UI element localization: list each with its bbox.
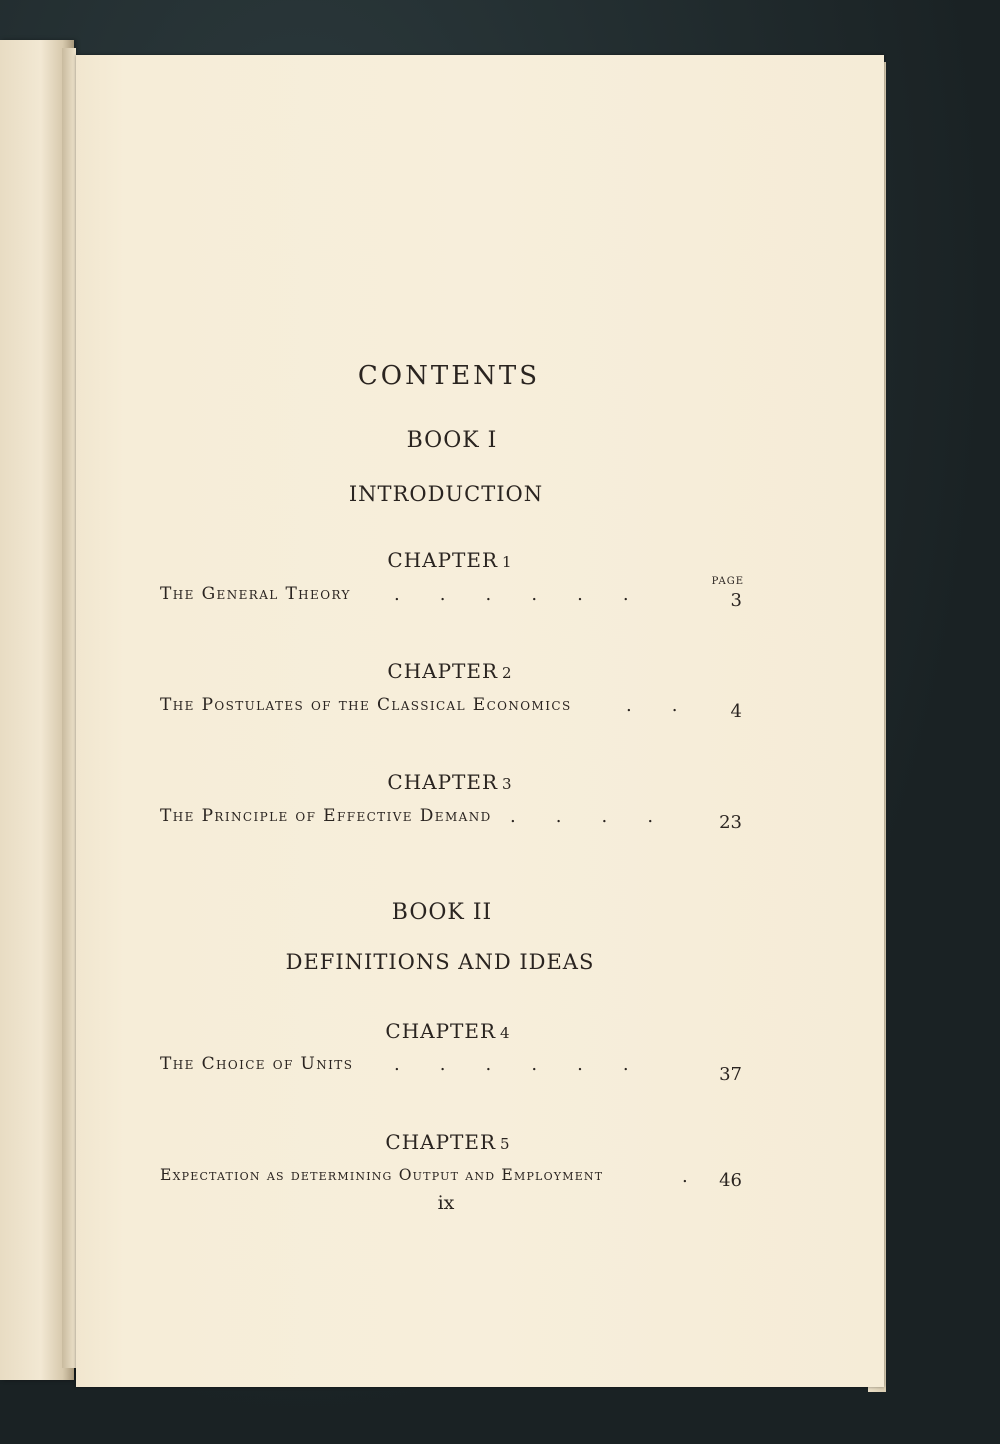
toc-entry-title: The General Theory	[160, 584, 351, 604]
page-folio-number: ix	[437, 1192, 455, 1214]
chapter-3-label	[158, 770, 742, 794]
chapter-number: 2	[502, 664, 513, 682]
toc-entry-page: 37	[719, 1064, 742, 1085]
chapter-1-label	[158, 548, 742, 572]
chapter-label-text: CHAPTER	[385, 1019, 497, 1043]
toc-entry-chapter-4[interactable]	[160, 1054, 742, 1085]
book-2-title: DEFINITIONS AND IDEAS	[285, 950, 595, 974]
toc-entry-chapter-3[interactable]	[160, 806, 742, 834]
leader-dots: .	[682, 1166, 688, 1187]
gutter	[62, 48, 76, 1368]
toc-entry-page: 4	[730, 701, 742, 722]
chapter-number: 3	[502, 775, 513, 793]
chapter-number: 5	[500, 1135, 511, 1153]
book-1-label: BOOK I	[406, 428, 498, 453]
chapter-5-label	[156, 1130, 740, 1154]
chapter-number: 4	[500, 1024, 511, 1042]
leader-dots: . . . .	[510, 806, 654, 827]
page-column-label: PAGE	[711, 576, 744, 587]
toc-entry-page: 46	[719, 1170, 742, 1191]
toc-entry-title: Expectation as determining Output and Employment	[160, 1166, 604, 1184]
toc-entry-title: The Principle of Effective Demand	[160, 806, 492, 826]
toc-entry-chapter-5[interactable]	[160, 1166, 742, 1194]
toc-entry-chapter-1[interactable]	[160, 584, 742, 612]
toc-entry-title: The Postulates of the Classical Economics	[160, 695, 572, 715]
leader-dots: . .	[626, 695, 678, 716]
chapter-4-label	[156, 1019, 740, 1043]
toc-entry-title: The Choice of Units	[160, 1054, 354, 1074]
leader-dots: . . . . . .	[394, 584, 629, 605]
chapter-label-text: CHAPTER	[387, 770, 499, 794]
toc-entry-page: 3	[730, 590, 742, 611]
chapter-number: 1	[502, 553, 513, 571]
chapter-label-text: CHAPTER	[387, 548, 499, 572]
chapter-label-text: CHAPTER	[385, 1130, 497, 1154]
toc-entry-page: 23	[719, 812, 742, 833]
chapter-2-label	[158, 659, 742, 683]
leader-dots: . . . . . .	[394, 1054, 629, 1075]
book-1-title: INTRODUCTION	[348, 482, 544, 506]
book-2-label: BOOK II	[391, 900, 493, 925]
contents-text-block	[160, 0, 744, 1444]
chapter-label-text: CHAPTER	[387, 659, 499, 683]
contents-heading: CONTENTS	[357, 361, 541, 391]
toc-entry-chapter-2[interactable]	[160, 695, 742, 723]
